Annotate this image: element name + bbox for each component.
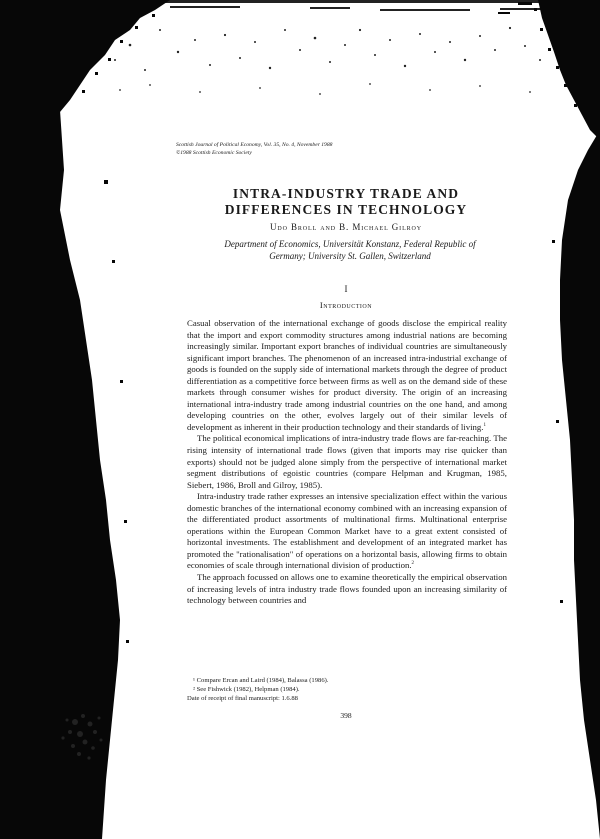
journal-header xyxy=(176,141,426,157)
paragraph-text: The approach focussed on allows one to examine theoretically the empirical observation of increasing levels of intra industry trade flows founded upon an increasing similarity of technology between countries and xyxy=(187,572,507,606)
affiliation-line2: Germany; University St. Gallen, Switzerland xyxy=(269,251,431,261)
journal-citation: Scottish Journal of Political Economy, Vol. 35, No. 4, November 1988 xyxy=(176,142,333,148)
paragraph-text: Intra-industry trade rather expresses an intensive specialization effect within the various domestic branches of the international economy combined with an increasing expansion of the differentiated product assortments of multinational firms. Multinational enterprise operations within the European Common Market have to a great extent consisted of horizontal investments. The establishment and development of an integrated market has promoted the "rationalisation" of operations on a horizontal basis, allowing firms to obtain economies of scale through international division of production. xyxy=(187,491,507,571)
affiliation xyxy=(200,238,500,262)
paragraph xyxy=(187,433,507,491)
footnote: ² See Fishwick (1982), Helpman (1984). xyxy=(193,686,300,693)
paragraph xyxy=(187,318,507,433)
page-number: 398 xyxy=(340,711,352,720)
paragraph-text: Casual observation of the international exchange of goods disclose the empirical reality that the import and export commodity structures among industrial nations are becoming increasingly similar. Important export branches of individual countries are simultaneously significant import branches. The phenomenon of an increased intra-industrial exchange of goods is founded on the supply side of international markets through the degree of product differentiation as a competitive force between firms as well as on the demand side of these markets through consumer wishes for product diversity. The origin of an increasing international intra-industry trade among industrial countries on the one hand, and among developing countries on the other, evolves largely out of their similar levels of development as inherent in their production technology and their standards of living. xyxy=(187,318,507,432)
section-title: Introduction xyxy=(319,300,373,310)
affiliation-line1: Department of Economics, Universität Konstanz, Federal Republic of xyxy=(224,239,476,249)
footnote-mark: 2 xyxy=(411,561,415,567)
journal-copyright: ©1988 Scottish Economic Society xyxy=(176,150,252,156)
scan-blot xyxy=(55,702,125,772)
section-number: I xyxy=(344,284,348,294)
authors: Udo Broll and B. Michael Gilroy xyxy=(269,222,423,232)
article-title-line2: DIFFERENCES IN TECHNOLOGY xyxy=(224,202,468,217)
footnote: ¹ Compare Ercan and Laird (1984), Balassa (1986). xyxy=(193,677,329,684)
receipt-date: Date of receipt of final manuscript: 1.6.88 xyxy=(187,695,298,702)
article-title-line1: INTRA-INDUSTRY TRADE AND xyxy=(232,186,460,201)
body-text xyxy=(187,318,507,607)
paragraph xyxy=(187,572,507,607)
article-title xyxy=(176,186,516,218)
footnote-mark: 1 xyxy=(483,423,486,429)
footnotes xyxy=(187,676,507,703)
paragraph xyxy=(187,491,507,572)
paragraph-text: The political economical implications of intra-industry trade flows are far-reaching. The rising intensity of international trade flows (given that imports may rise quicker than exports) should not be judged alone simply from the perspective of international market segment distributions of egoistic countries (compare Helpman and Krugman, 1985, Siebert, 1986, Broll and Gilroy, 1985). xyxy=(187,433,507,490)
